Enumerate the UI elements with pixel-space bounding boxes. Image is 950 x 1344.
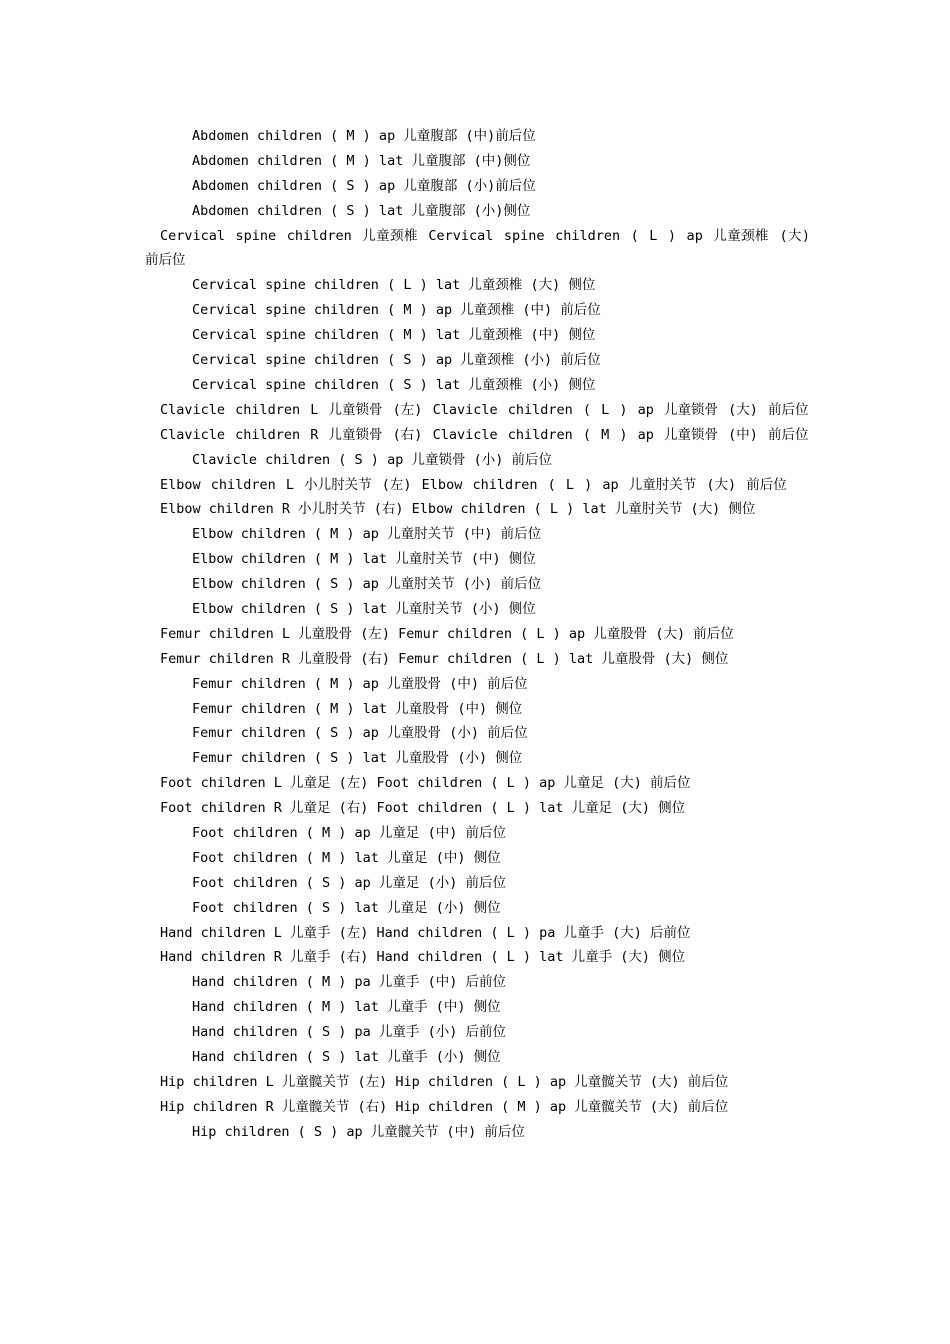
list-item: Abdomen children ( S ) ap 儿童腹部 (小)前后位: [192, 177, 536, 194]
list-item: Cervical spine children ( L ) lat 儿童颈椎 (大) 侧位: [192, 277, 596, 294]
list-item: Hand children L 儿童手 (左) Hand children ( L ) pa 儿童手 (大) 后前位: [160, 924, 691, 941]
list-item: Clavicle children L 儿童锁骨 (左) Clavicle children ( L ) ap 儿童锁骨 (大) 前后位: [160, 401, 809, 418]
list-item: Foot children R 儿童足 (右) Foot children ( L ) lat 儿童足 (大) 侧位: [160, 800, 686, 817]
list-item: Abdomen children ( M ) lat 儿童腹部 (中)侧位: [192, 152, 531, 169]
protocol-list: [145, 124, 810, 1145]
list-item: Abdomen children ( S ) lat 儿童腹部 (小)侧位: [192, 202, 531, 219]
list-item: Cervical spine children ( M ) ap 儿童颈椎 (中) 前后位: [192, 302, 601, 319]
list-item: Hand children ( S ) lat 儿童手 (小) 侧位: [192, 1049, 501, 1066]
list-item: Femur children L 儿童股骨 (左) Femur children ( L ) ap 儿童股骨 (大) 前后位: [160, 625, 734, 642]
list-item: Hip children L 儿童髋关节 (左) Hip children ( L ) ap 儿童髋关节 (大) 前后位: [160, 1073, 729, 1090]
list-item: Hand children ( S ) pa 儿童手 (小) 后前位: [192, 1024, 506, 1041]
list-item: Foot children ( M ) lat 儿童足 (中) 侧位: [192, 849, 501, 866]
list-item: Femur children R 儿童股骨 (右) Femur children ( L ) lat 儿童股骨 (大) 侧位: [160, 650, 729, 667]
list-item: Femur children ( S ) lat 儿童股骨 (小) 侧位: [192, 750, 523, 767]
list-item: Elbow children ( S ) ap 儿童肘关节 (小) 前后位: [192, 576, 542, 593]
list-item: Cervical spine children ( S ) ap 儿童颈椎 (小) 前后位: [192, 352, 601, 369]
list-item: Hand children ( M ) lat 儿童手 (中) 侧位: [192, 999, 501, 1016]
list-item: Cervical spine children ( M ) lat 儿童颈椎 (中) 侧位: [192, 327, 596, 344]
list-item: Cervical spine children 儿童颈椎 Cervical spine children ( L ) ap 儿童颈椎 (大) 前后位: [145, 227, 810, 269]
list-item: Clavicle children ( S ) ap 儿童锁骨 (小) 前后位: [192, 451, 552, 468]
list-item: Elbow children ( S ) lat 儿童肘关节 (小) 侧位: [192, 601, 536, 617]
list-item: Elbow children R 小儿肘关节 (右) Elbow children ( L ) lat 儿童肘关节 (大) 侧位: [160, 501, 756, 518]
list-item: Femur children ( M ) ap 儿童股骨 (中) 前后位: [192, 675, 528, 692]
list-item: Hip children R 儿童髋关节 (右) Hip children ( M ) ap 儿童髋关节 (大) 前后位: [160, 1098, 729, 1115]
list-item: Abdomen children ( M ) ap 儿童腹部 (中)前后位: [192, 128, 536, 144]
list-item: Femur children ( S ) ap 儿童股骨 (小) 前后位: [192, 725, 528, 742]
list-item: Femur children ( M ) lat 儿童股骨 (中) 侧位: [192, 700, 523, 717]
list-item: Foot children ( M ) ap 儿童足 (中) 前后位: [192, 825, 506, 842]
list-item: Foot children ( S ) ap 儿童足 (小) 前后位: [192, 874, 506, 891]
list-item: Foot children L 儿童足 (左) Foot children ( L ) ap 儿童足 (大) 前后位: [160, 775, 691, 792]
list-item: Clavicle children R 儿童锁骨 (右) Clavicle children ( M ) ap 儿童锁骨 (中) 前后位: [160, 426, 809, 443]
list-item: Elbow children ( M ) ap 儿童肘关节 (中) 前后位: [192, 526, 542, 543]
list-item: Elbow children ( M ) lat 儿童肘关节 (中) 侧位: [192, 551, 536, 568]
list-item: Foot children ( S ) lat 儿童足 (小) 侧位: [192, 899, 501, 916]
list-item: Elbow children L 小儿肘关节 (左) Elbow children ( L ) ap 儿童肘关节 (大) 前后位: [160, 476, 787, 493]
list-item: Hand children R 儿童手 (右) Hand children ( L ) lat 儿童手 (大) 侧位: [160, 949, 686, 966]
list-item: Hip children ( S ) ap 儿童髋关节 (中) 前后位: [192, 1123, 525, 1140]
list-item: Hand children ( M ) pa 儿童手 (中) 后前位: [192, 974, 506, 991]
list-item: Cervical spine children ( S ) lat 儿童颈椎 (小) 侧位: [192, 376, 596, 393]
